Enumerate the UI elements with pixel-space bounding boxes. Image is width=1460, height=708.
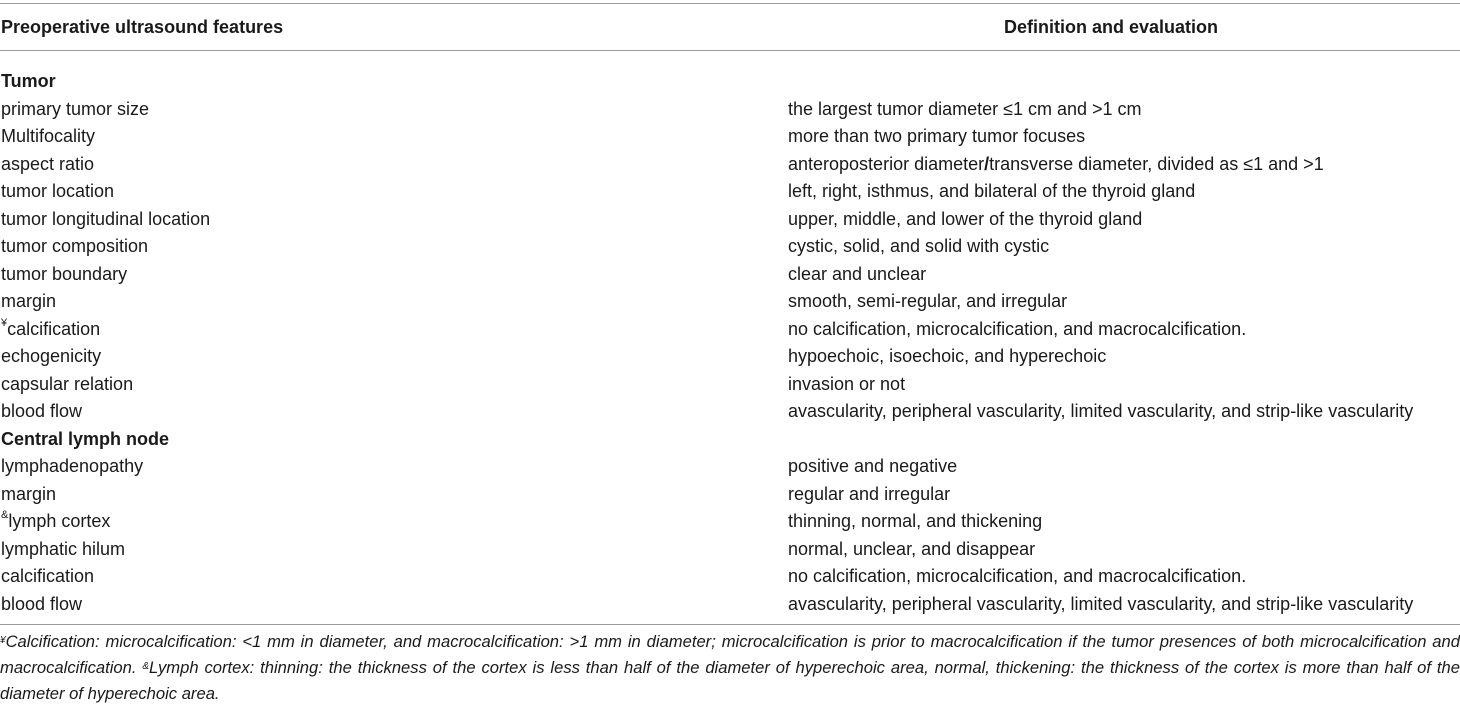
table-row — [0, 288, 1460, 316]
feature-text: lymphadenopathy — [1, 456, 144, 477]
feature-cell — [0, 374, 788, 395]
table-row — [0, 343, 1460, 371]
feature-cell — [0, 154, 788, 175]
feature-text: primary tumor size — [1, 98, 150, 119]
definition-cell — [788, 594, 1460, 615]
feature-text: margin — [1, 291, 57, 312]
feature-cell — [0, 126, 788, 147]
table-row — [0, 261, 1460, 289]
table-row — [0, 591, 1460, 619]
definition-text: no calcification, microcalcification, and macrocalcification. — [788, 318, 1247, 339]
header-definition: Definition and evaluation — [1004, 16, 1219, 37]
table-row — [0, 123, 1460, 151]
section-heading — [0, 429, 788, 450]
feature-text: calcification — [7, 318, 101, 339]
feature-text: tumor longitudinal location — [1, 208, 211, 229]
table-row — [0, 453, 1460, 481]
ultrasound-features-table — [0, 3, 1460, 707]
definition-text: the largest tumor diameter ≤1 cm and >1 cm — [788, 98, 1142, 119]
table-row — [0, 178, 1460, 206]
feature-text: calcification — [1, 566, 95, 587]
definition-text: cystic, solid, and solid with cystic — [788, 236, 1050, 257]
definition-text-part: anteroposterior diameter — [788, 153, 985, 174]
feature-cell — [0, 316, 788, 340]
table-row — [0, 316, 1460, 344]
feature-cell — [0, 594, 788, 615]
definition-text: avascularity, peripheral vascularity, limited vascularity, and strip-like vascularity — [788, 593, 1414, 614]
table-section-row — [0, 426, 1460, 454]
table-row — [0, 96, 1460, 124]
table-row — [0, 233, 1460, 261]
feature-cell — [0, 346, 788, 367]
table-row — [0, 563, 1460, 591]
feature-cell — [0, 264, 788, 285]
feature-cell — [0, 291, 788, 312]
table-section-row — [0, 68, 1460, 96]
header-features: Preoperative ultrasound features — [1, 16, 284, 37]
table-row — [0, 398, 1460, 426]
footnote-calcification-text: Calcification: microcalcification: <1 mm in diameter, and macrocalcification: >1 mm in diameter; microcalcification is prior to macrocalcification if the tumor presences of both microcalcification and macrocalcification. — [0, 632, 1460, 677]
table-row — [0, 508, 1460, 536]
footnote-mark: & — [1, 509, 9, 522]
definition-text: left, right, isthmus, and bilateral of the thyroid gland — [788, 181, 1196, 202]
definition-cell — [788, 346, 1460, 367]
definition-cell — [788, 236, 1460, 257]
table-header-row — [0, 4, 1460, 50]
definition-cell — [788, 181, 1460, 202]
table-footnote — [0, 625, 1460, 707]
feature-text: tumor composition — [1, 236, 149, 257]
table-row — [0, 371, 1460, 399]
footnote-mark-calcification: ¥ — [0, 635, 6, 646]
definition-text: normal, unclear, and disappear — [788, 538, 1036, 559]
table-row — [0, 151, 1460, 179]
feature-cell — [0, 511, 788, 532]
definition-cell — [788, 401, 1460, 422]
definition-cell — [788, 374, 1460, 395]
feature-text: echogenicity — [1, 346, 102, 367]
feature-cell — [0, 181, 788, 202]
definition-text-part: transverse diameter, divided as ≤1 and >1 — [989, 153, 1324, 174]
feature-cell — [0, 484, 788, 505]
footnote-lymph-cortex-text: Lymph cortex: thinning: the thickness of the cortex is less than half of the diameter of hyperechoic area, normal, thickening: the thickness of the cortex is more than half of the diameter of hyperechoic area. — [0, 658, 1460, 703]
definition-cell — [788, 319, 1460, 340]
definition-cell — [788, 99, 1460, 120]
definition-cell — [788, 484, 1460, 505]
feature-cell — [0, 236, 788, 257]
feature-text: capsular relation — [1, 373, 134, 394]
definition-cell — [788, 126, 1460, 147]
feature-cell — [0, 99, 788, 120]
feature-text: Tumor — [1, 71, 56, 92]
feature-text: lymph cortex — [8, 511, 111, 532]
feature-text: blood flow — [1, 401, 83, 422]
table-body — [0, 51, 1460, 624]
feature-cell — [0, 456, 788, 477]
definition-cell — [788, 456, 1460, 477]
footnote-mark-lymph-cortex: & — [142, 661, 150, 672]
definition-cell — [788, 154, 1460, 175]
definition-cell — [788, 511, 1460, 532]
feature-text: blood flow — [1, 593, 83, 614]
definition-cell — [788, 264, 1460, 285]
definition-text: upper, middle, and lower of the thyroid gland — [788, 208, 1143, 229]
feature-text: lymphatic hilum — [1, 538, 126, 559]
definition-text: clear and unclear — [788, 263, 927, 284]
definition-text: more than two primary tumor focuses — [788, 126, 1086, 147]
definition-text: hypoechoic, isoechoic, and hyperechoic — [788, 346, 1107, 367]
table-row — [0, 206, 1460, 234]
feature-text: tumor location — [1, 181, 115, 202]
definition-cell — [788, 539, 1460, 560]
feature-cell — [0, 539, 788, 560]
feature-text: aspect ratio — [1, 153, 95, 174]
definition-cell — [788, 566, 1460, 587]
definition-text: smooth, semi-regular, and irregular — [788, 291, 1068, 312]
definition-text: positive and negative — [788, 456, 958, 477]
table-row — [0, 536, 1460, 564]
definition-text: invasion or not — [788, 373, 906, 394]
definition-text: regular and irregular — [788, 483, 951, 504]
feature-text: Central lymph node — [1, 428, 170, 449]
feature-cell — [0, 401, 788, 422]
footnote-mark: ¥ — [1, 316, 8, 329]
table-row — [0, 481, 1460, 509]
definition-text: avascularity, peripheral vascularity, limited vascularity, and strip-like vascularity — [788, 401, 1414, 422]
section-heading — [0, 71, 788, 92]
definition-text: no calcification, microcalcification, and macrocalcification. — [788, 566, 1247, 587]
definition-text: thinning, normal, and thickening — [788, 511, 1043, 532]
feature-cell — [0, 566, 788, 587]
feature-text: Multifocality — [1, 126, 96, 147]
feature-text: tumor boundary — [1, 263, 128, 284]
definition-cell — [788, 209, 1460, 230]
feature-cell — [0, 209, 788, 230]
feature-text: margin — [1, 483, 57, 504]
definition-cell — [788, 291, 1460, 312]
definition-slash: / — [984, 153, 990, 174]
